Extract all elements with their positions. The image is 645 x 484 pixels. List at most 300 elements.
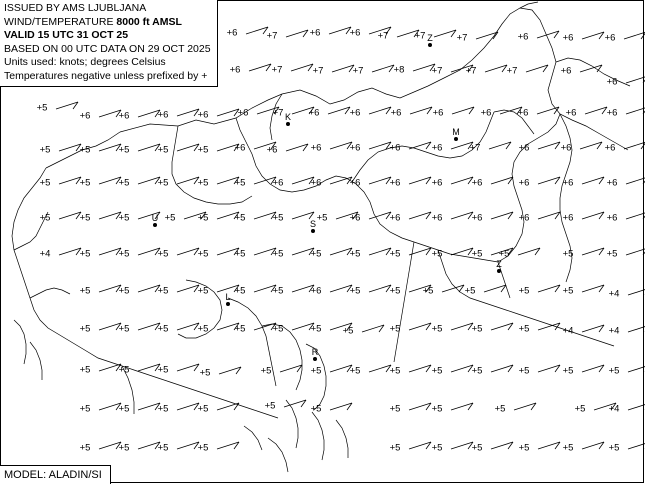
wind-barb	[291, 64, 313, 71]
wind-barb	[518, 248, 540, 255]
wind-barb	[500, 107, 522, 114]
wind-barb	[538, 177, 560, 184]
wind-barb	[59, 212, 81, 219]
station-temperature: +5	[197, 177, 209, 189]
model-label: MODEL: ALADIN/SI	[4, 469, 102, 481]
station-temperature: +6	[604, 142, 616, 154]
station-temperature: +5	[562, 285, 574, 297]
station-temperature: +5	[79, 248, 91, 260]
station-temperature: +4	[608, 403, 620, 415]
station-temperature: +6	[310, 285, 322, 297]
station-temperature: +5	[39, 212, 51, 224]
station-temperature: +5	[608, 365, 620, 377]
wind-barb	[177, 323, 199, 330]
city-marker	[311, 229, 315, 233]
station-temperature: +5	[234, 177, 246, 189]
wind-barb	[582, 285, 604, 292]
station-temperature: +5	[36, 102, 48, 114]
wind-barb	[138, 285, 160, 292]
wind-barb	[330, 323, 352, 330]
station-temperature: +5	[389, 403, 401, 415]
station-temperature: +6	[431, 212, 443, 224]
station-temperature: +7	[465, 65, 477, 77]
wind-barb	[99, 403, 121, 410]
station-temperature: +5	[518, 442, 530, 454]
station-temperature: +5	[234, 323, 246, 335]
station-temperature: +6	[562, 177, 574, 189]
station-temperature: +5	[498, 248, 510, 260]
wind-barb	[254, 212, 276, 219]
station-temperature: +4	[39, 248, 51, 260]
product-level-line	[4, 16, 211, 30]
station-temperature: +5	[389, 323, 401, 335]
city-marker	[428, 43, 432, 47]
wind-barb	[177, 248, 199, 255]
station-temperature: +5	[310, 323, 322, 335]
station-temperature: +5	[471, 365, 483, 377]
wind-barb	[330, 403, 352, 410]
wind-barb	[138, 110, 160, 117]
station-temperature: +5	[79, 323, 91, 335]
station-temperature: +6	[518, 212, 530, 224]
station-temperature: +6	[606, 212, 618, 224]
station-temperature: +6	[560, 65, 572, 77]
station-temperature: +7	[469, 142, 481, 154]
station-temperature: +5	[79, 285, 91, 297]
wind-barb	[582, 212, 604, 219]
station-temperature: +6	[431, 142, 443, 154]
wind-barb	[369, 107, 391, 114]
wind-barb	[538, 212, 560, 219]
station-temperature: +6	[309, 27, 321, 39]
wind-barb	[286, 30, 308, 37]
wind-barb	[99, 212, 121, 219]
wind-barb	[138, 403, 160, 410]
wind-barb	[451, 177, 473, 184]
wind-barb	[249, 64, 271, 71]
station-temperature: +5	[272, 285, 284, 297]
wind-barb	[628, 288, 645, 295]
station-temperature: +5	[349, 365, 361, 377]
city-label: K	[284, 112, 292, 122]
city-marker	[153, 223, 157, 227]
wind-barb	[582, 248, 604, 255]
wind-barb	[628, 442, 645, 449]
wind-barb	[329, 27, 351, 34]
wind-barb	[442, 285, 464, 292]
wind-barb	[451, 323, 473, 330]
wind-barb	[585, 107, 607, 114]
wind-barb	[582, 325, 604, 332]
station-temperature: +5	[431, 442, 443, 454]
city-marker	[313, 357, 317, 361]
station-temperature: +5	[79, 177, 91, 189]
station-temperature: +7	[414, 30, 426, 42]
wind-barb	[538, 365, 560, 372]
wind-barb	[491, 442, 513, 449]
city-marker	[286, 122, 290, 126]
station-temperature: +5	[157, 144, 169, 156]
station-temperature: +7	[506, 65, 518, 77]
wind-barb	[626, 212, 645, 219]
station-temperature: +5	[310, 365, 322, 377]
station-temperature: +6	[562, 32, 574, 44]
station-temperature: +5	[316, 212, 328, 224]
wind-barb	[538, 285, 560, 292]
wind-barb	[177, 144, 199, 151]
station-temperature: +5	[197, 285, 209, 297]
wind-barb	[254, 285, 276, 292]
station-temperature: +6	[389, 177, 401, 189]
station-temperature: +6	[226, 27, 238, 39]
station-temperature: +5	[118, 248, 130, 260]
wind-barb	[284, 400, 306, 407]
wind-barb	[409, 323, 431, 330]
station-temperature: +5	[197, 212, 209, 224]
station-temperature: +4	[608, 325, 620, 337]
station-temperature: +5	[562, 442, 574, 454]
model-footer-panel	[0, 465, 111, 484]
wind-barb	[362, 325, 384, 332]
wind-barb	[514, 403, 536, 410]
wind-barb	[410, 107, 432, 114]
wind-barb	[451, 442, 473, 449]
station-temperature: +5	[157, 177, 169, 189]
wind-barb	[369, 177, 391, 184]
wind-barb	[369, 27, 391, 34]
city-label: U	[151, 213, 159, 223]
station-temperature: +6	[349, 27, 361, 39]
station-temperature: +6	[349, 107, 361, 119]
station-temperature: +5	[431, 323, 443, 335]
wind-barb	[369, 285, 391, 292]
station-temperature: +6	[565, 107, 577, 119]
station-temperature: +5	[389, 285, 401, 297]
wind-barb	[217, 403, 239, 410]
city-label: L	[225, 292, 231, 302]
station-temperature: +6	[432, 107, 444, 119]
wind-barb	[59, 177, 81, 184]
issuing-authority: ISSUED BY AMS LJUBLJANA	[4, 2, 147, 14]
station-temperature: +5	[431, 248, 443, 260]
station-temperature: +6	[389, 212, 401, 224]
station-temperature: +5	[118, 442, 130, 454]
station-temperature: +5	[164, 212, 176, 224]
wind-barb	[526, 65, 548, 72]
station-temperature: +5	[234, 248, 246, 260]
wind-barb	[254, 142, 276, 149]
wind-barb	[485, 65, 507, 72]
station-temperature: +5	[608, 442, 620, 454]
wind-barb	[138, 364, 160, 371]
station-temperature: +6	[390, 107, 402, 119]
station-temperature: +5	[471, 248, 483, 260]
wind-barb	[409, 365, 431, 372]
wind-barb	[476, 32, 498, 39]
wind-barb	[332, 65, 354, 72]
station-temperature: +5	[471, 323, 483, 335]
wind-barb	[138, 144, 160, 151]
wind-barb	[626, 248, 645, 255]
units-note: Units used: knots; degrees Celsius	[4, 56, 166, 68]
wind-barb	[628, 403, 645, 410]
station-temperature: +6	[604, 32, 616, 44]
station-temperature: +5	[157, 442, 169, 454]
station-temperature: +5	[342, 325, 354, 337]
wind-barb	[538, 142, 560, 149]
wind-barb	[491, 365, 513, 372]
station-temperature: +5	[518, 365, 530, 377]
station-temperature: +5	[310, 403, 322, 415]
station-temperature: +5	[39, 177, 51, 189]
station-temperature: +5	[234, 212, 246, 224]
wind-barb	[537, 107, 559, 114]
wind-barb	[624, 32, 645, 39]
station-temperature: +5	[79, 212, 91, 224]
wind-barb	[280, 365, 302, 372]
station-temperature: +5	[79, 403, 91, 415]
station-temperature: +6	[518, 177, 530, 189]
station-temperature: +5	[199, 367, 211, 379]
station-temperature: +5	[389, 442, 401, 454]
city-label: Z	[496, 259, 502, 269]
station-temperature: +6	[229, 64, 241, 76]
station-temperature: +5	[118, 212, 130, 224]
wind-barb	[330, 365, 352, 372]
wind-barb	[138, 323, 160, 330]
station-temperature: +5	[79, 442, 91, 454]
wind-barb	[219, 367, 241, 374]
wind-barb	[484, 285, 506, 292]
wind-barb	[491, 212, 513, 219]
wind-barb	[99, 364, 121, 371]
station-temperature: +5	[349, 285, 361, 297]
wind-barb	[184, 212, 206, 219]
wind-barb	[217, 442, 239, 449]
wind-barb	[292, 107, 314, 114]
wind-barb	[254, 177, 276, 184]
station-temperature: +6	[310, 177, 322, 189]
wind-barb	[369, 212, 391, 219]
station-temperature: +5	[118, 144, 130, 156]
wind-barb	[580, 65, 602, 72]
validity-time: VALID 15 UTC 31 OCT 25	[4, 29, 129, 41]
station-temperature: +6	[157, 109, 169, 121]
wind-barb	[99, 285, 121, 292]
station-temperature: +5	[39, 144, 51, 156]
wind-barb	[369, 248, 391, 255]
station-temperature: +6	[471, 177, 483, 189]
station-temperature: +6	[79, 110, 91, 122]
city-label: Z	[427, 33, 433, 43]
station-temperature: +6	[349, 212, 361, 224]
wind-barb	[138, 248, 160, 255]
station-temperature: +5	[260, 365, 272, 377]
city-marker	[226, 302, 230, 306]
station-temperature: +6	[272, 177, 284, 189]
station-temperature: +7	[271, 64, 283, 76]
wind-barb	[292, 212, 314, 219]
wind-barb	[330, 248, 352, 255]
city-label: M	[452, 127, 460, 137]
station-temperature: +5	[118, 177, 130, 189]
station-temperature: +5	[264, 400, 276, 412]
station-temperature: +5	[464, 285, 476, 297]
station-temperature: +6	[517, 107, 529, 119]
station-temperature: +6	[308, 107, 320, 119]
wind-barb	[217, 248, 239, 255]
wind-barb	[594, 403, 616, 410]
station-temperature: +4	[562, 325, 574, 337]
wind-barb	[177, 285, 199, 292]
product-label: WIND/TEMPERATURE	[4, 15, 117, 28]
wind-barb	[59, 248, 81, 255]
station-temperature: +8	[393, 64, 405, 76]
wind-barb	[56, 102, 78, 109]
wind-barb	[582, 32, 604, 39]
wind-barb	[177, 109, 199, 116]
city-marker	[497, 269, 501, 273]
city-label: R	[311, 347, 319, 357]
station-temperature: +5	[310, 248, 322, 260]
station-temperature: +7	[352, 65, 364, 77]
wind-barb	[624, 142, 645, 149]
wind-barb	[292, 323, 314, 330]
station-temperature: +5	[272, 323, 284, 335]
wind-barb	[409, 248, 431, 255]
station-temperature: +5	[118, 285, 130, 297]
station-temperature: +5	[518, 285, 530, 297]
wind-barb	[580, 142, 602, 149]
station-temperature: +5	[157, 323, 169, 335]
station-temperature: +5	[606, 248, 618, 260]
wind-barb	[217, 285, 239, 292]
wind-barb	[582, 365, 604, 372]
station-temperature: +5	[471, 442, 483, 454]
station-temperature: +5	[389, 248, 401, 260]
temperature-sign-note: Temperatures negative unless prefixed by +	[4, 69, 208, 82]
station-temperature: +5	[157, 364, 169, 376]
wind-barb	[330, 285, 352, 292]
wind-barb	[409, 177, 431, 184]
wind-barb	[452, 107, 474, 114]
station-temperature: +6	[471, 212, 483, 224]
station-temperature: +5	[157, 285, 169, 297]
wind-barb	[99, 110, 121, 117]
station-temperature: +5	[272, 248, 284, 260]
wind-barb	[409, 442, 431, 449]
wind-barb	[491, 248, 513, 255]
wind-barb	[177, 364, 199, 371]
wind-barb	[99, 248, 121, 255]
station-temperature: +6	[197, 109, 209, 121]
station-temperature: +5	[431, 403, 443, 415]
wind-barb	[328, 107, 350, 114]
wind-barb	[489, 142, 511, 149]
wind-barb	[138, 442, 160, 449]
wind-barb	[217, 144, 239, 151]
station-temperature: +5	[118, 323, 130, 335]
station-temperature: +6	[237, 107, 249, 119]
station-temperature: +6	[606, 177, 618, 189]
wind-barb	[451, 65, 473, 72]
wind-barb	[369, 142, 391, 149]
wind-barb	[491, 323, 513, 330]
flight-level-label: 8000 ft AMSL	[116, 15, 182, 28]
wind-barb	[451, 142, 473, 149]
wind-barb	[99, 323, 121, 330]
station-temperature: +6	[431, 177, 443, 189]
station-temperature: +6	[118, 110, 130, 122]
wind-barb	[292, 177, 314, 184]
wind-barb	[626, 76, 645, 83]
wind-barb	[99, 144, 121, 151]
station-temperature: +5	[389, 365, 401, 377]
wind-barb	[246, 27, 268, 34]
base-data-time: BASED ON 00 UTC DATA ON 29 OCT 2025	[4, 42, 211, 55]
station-temperature: +5	[118, 364, 130, 376]
wind-barb	[451, 365, 473, 372]
wind-barb	[217, 212, 239, 219]
wind-barb	[292, 248, 314, 255]
wind-barb	[336, 212, 358, 219]
wind-barb	[286, 144, 308, 151]
station-temperature: +6	[266, 144, 278, 156]
station-temperature: +6	[349, 177, 361, 189]
station-temperature: +5	[518, 323, 530, 335]
wind-barb	[582, 177, 604, 184]
station-temperature: +5	[494, 403, 506, 415]
station-temperature: +6	[606, 76, 618, 88]
wind-barb	[626, 107, 645, 114]
station-temperature: +5	[79, 364, 91, 376]
wind-barb	[217, 177, 239, 184]
wind-barb	[330, 142, 352, 149]
station-temperature: +5	[157, 403, 169, 415]
city-marker	[454, 137, 458, 141]
station-temperature: +6	[234, 142, 246, 154]
station-temperature: +7	[266, 30, 278, 42]
wind-barb	[330, 177, 352, 184]
station-temperature: +5	[562, 365, 574, 377]
wind-barb	[59, 144, 81, 151]
station-temperature: +6	[517, 31, 529, 43]
wind-barb	[217, 109, 239, 116]
wind-barb	[582, 442, 604, 449]
wind-barb	[413, 64, 435, 71]
station-temperature: +7	[312, 65, 324, 77]
wind-barb	[99, 177, 121, 184]
station-temperature: +6	[310, 142, 322, 154]
station-temperature: +6	[480, 107, 492, 119]
wind-barb	[451, 403, 473, 410]
station-temperature: +5	[197, 144, 209, 156]
wind-barb	[138, 177, 160, 184]
station-temperature: +6	[389, 142, 401, 154]
station-temperature: +5	[574, 403, 586, 415]
wind-barb	[369, 365, 391, 372]
wind-barb	[292, 285, 314, 292]
city-label: S	[309, 219, 317, 229]
station-temperature: +6	[349, 142, 361, 154]
wind-barb	[217, 323, 239, 330]
wind-barb	[628, 325, 645, 332]
station-temperature: +5	[118, 403, 130, 415]
wind-barb	[451, 212, 473, 219]
wind-barb	[626, 177, 645, 184]
wind-barb	[451, 248, 473, 255]
wind-barb	[491, 177, 513, 184]
